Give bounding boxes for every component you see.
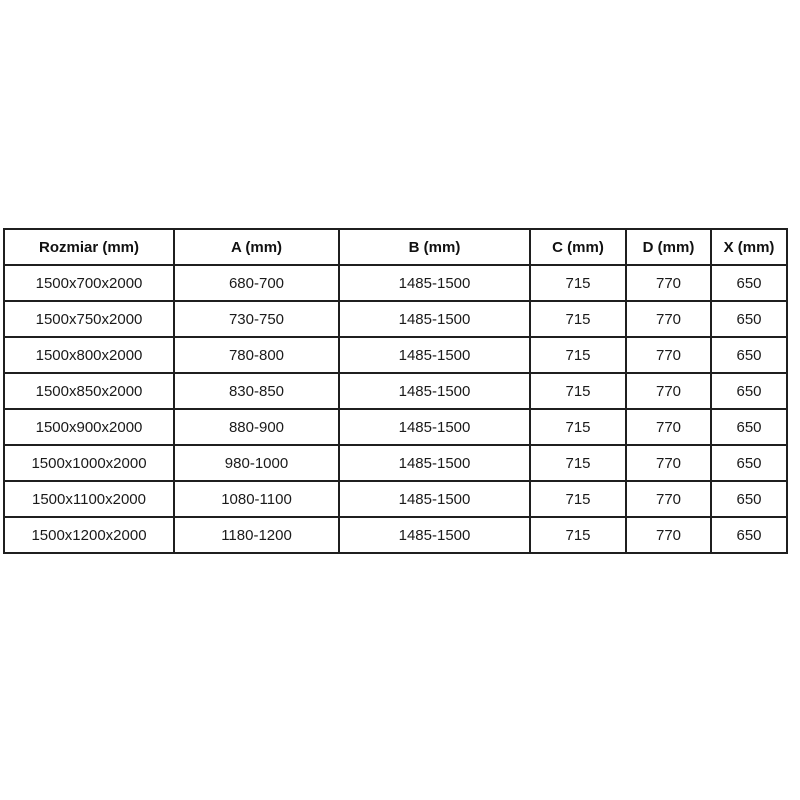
column-header-c: C (mm) — [530, 229, 626, 265]
table-row — [4, 373, 787, 409]
table-cell-rozmiar: 1500x1100x2000 — [4, 481, 174, 517]
table-row — [4, 337, 787, 373]
table-cell-d: 770 — [626, 517, 711, 553]
table-cell-rozmiar: 1500x900x2000 — [4, 409, 174, 445]
table-cell-a: 730-750 — [174, 301, 339, 337]
table-cell-c: 715 — [530, 337, 626, 373]
table-cell-a: 830-850 — [174, 373, 339, 409]
table-cell-a: 1180-1200 — [174, 517, 339, 553]
table-row — [4, 445, 787, 481]
table-cell-d: 770 — [626, 445, 711, 481]
table-cell-b: 1485-1500 — [339, 517, 530, 553]
table-cell-b: 1485-1500 — [339, 373, 530, 409]
table-cell-c: 715 — [530, 445, 626, 481]
table-cell-x: 650 — [711, 409, 787, 445]
table-row — [4, 517, 787, 553]
table-cell-b: 1485-1500 — [339, 445, 530, 481]
size-spec-table — [3, 228, 788, 554]
table-cell-d: 770 — [626, 265, 711, 301]
table-cell-rozmiar: 1500x1200x2000 — [4, 517, 174, 553]
column-header-b: B (mm) — [339, 229, 530, 265]
table-cell-c: 715 — [530, 409, 626, 445]
table-cell-x: 650 — [711, 481, 787, 517]
table-cell-a: 980-1000 — [174, 445, 339, 481]
table-cell-d: 770 — [626, 337, 711, 373]
table-cell-d: 770 — [626, 409, 711, 445]
table-cell-x: 650 — [711, 445, 787, 481]
table-cell-b: 1485-1500 — [339, 409, 530, 445]
table-cell-x: 650 — [711, 517, 787, 553]
table-cell-d: 770 — [626, 481, 711, 517]
table-cell-rozmiar: 1500x850x2000 — [4, 373, 174, 409]
table-row — [4, 301, 787, 337]
table-cell-c: 715 — [530, 373, 626, 409]
table-cell-c: 715 — [530, 301, 626, 337]
table-cell-d: 770 — [626, 373, 711, 409]
column-header-x: X (mm) — [711, 229, 787, 265]
table-cell-d: 770 — [626, 301, 711, 337]
table-cell-rozmiar: 1500x800x2000 — [4, 337, 174, 373]
column-header-a: A (mm) — [174, 229, 339, 265]
table-cell-b: 1485-1500 — [339, 301, 530, 337]
table-header-row — [4, 229, 787, 265]
table-cell-rozmiar: 1500x1000x2000 — [4, 445, 174, 481]
table-cell-a: 780-800 — [174, 337, 339, 373]
table-cell-a: 1080-1100 — [174, 481, 339, 517]
table-cell-rozmiar: 1500x700x2000 — [4, 265, 174, 301]
table-cell-b: 1485-1500 — [339, 265, 530, 301]
table-cell-c: 715 — [530, 517, 626, 553]
table-cell-x: 650 — [711, 265, 787, 301]
table-cell-c: 715 — [530, 265, 626, 301]
table-cell-c: 715 — [530, 481, 626, 517]
table-row — [4, 265, 787, 301]
table-cell-b: 1485-1500 — [339, 481, 530, 517]
table-cell-x: 650 — [711, 337, 787, 373]
table-row — [4, 481, 787, 517]
table-cell-x: 650 — [711, 373, 787, 409]
table-cell-b: 1485-1500 — [339, 337, 530, 373]
table-cell-rozmiar: 1500x750x2000 — [4, 301, 174, 337]
column-header-d: D (mm) — [626, 229, 711, 265]
table-cell-a: 680-700 — [174, 265, 339, 301]
table-cell-x: 650 — [711, 301, 787, 337]
table-cell-a: 880-900 — [174, 409, 339, 445]
column-header-rozmiar: Rozmiar (mm) — [4, 229, 174, 265]
table-row — [4, 409, 787, 445]
